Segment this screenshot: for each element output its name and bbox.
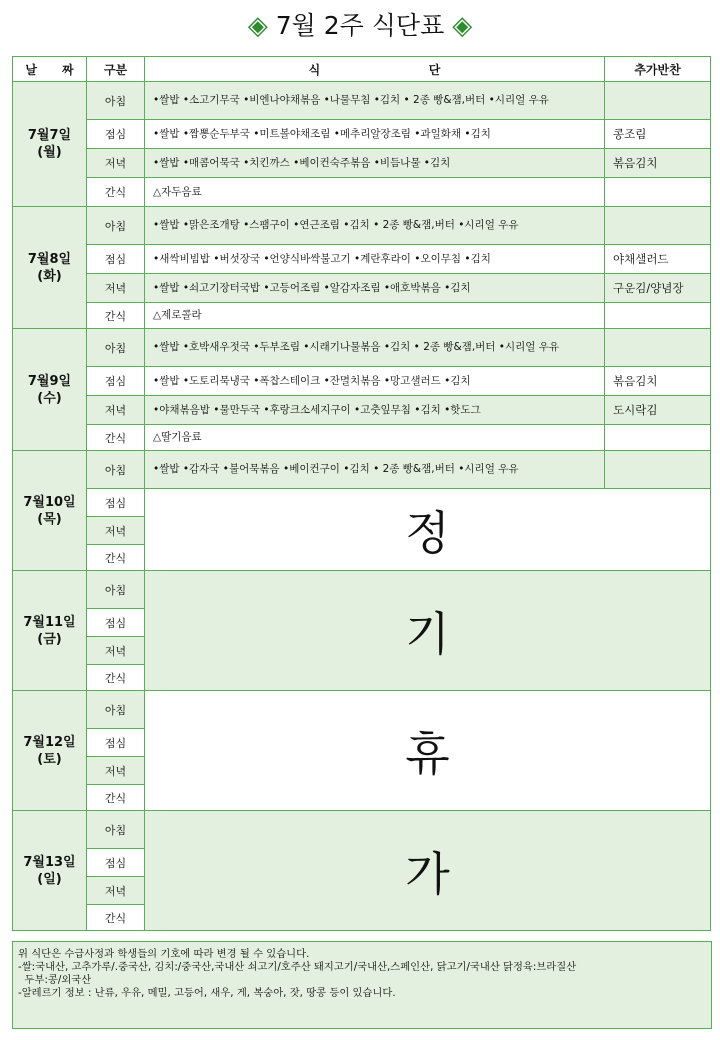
meal-type: 저녁 bbox=[87, 149, 145, 178]
menu-cell: •쌀밥 •도토리묵냉국 •폭찹스테이크 •잔멸치볶음 •망고샐러드 •김치 bbox=[145, 367, 605, 396]
extra-cell: 콩조림 bbox=[605, 120, 711, 149]
extra-cell: 야채샐러드 bbox=[605, 245, 711, 274]
table-row bbox=[13, 367, 711, 396]
table-row bbox=[13, 82, 711, 120]
header-date: 날 짜 bbox=[13, 57, 87, 82]
header-menu: 식 단 bbox=[145, 57, 605, 82]
date-cell: 7월12일 (토) bbox=[13, 691, 87, 811]
date-cell: 7월10일 (목) bbox=[13, 451, 87, 571]
header-extra: 추가반찬 bbox=[605, 57, 711, 82]
date-cell: 7월13일 (일) bbox=[13, 811, 87, 931]
table-row bbox=[13, 178, 711, 207]
date-cell: 7월9일 (수) bbox=[13, 329, 87, 451]
meal-type: 아침 bbox=[87, 451, 145, 489]
menu-table bbox=[12, 56, 711, 931]
footer-notes bbox=[12, 941, 712, 1029]
menu-cell: △제로콜라 bbox=[145, 303, 605, 329]
extra-cell bbox=[605, 425, 711, 451]
meal-type: 저녁 bbox=[87, 396, 145, 425]
menu-cell: •쌀밥 •감자국 •불어묵볶음 •베이컨구이 •김치 • 2종 빵&잼,버터 •시리얼 우유 bbox=[145, 451, 605, 489]
date-cell: 7월7일 (월) bbox=[13, 82, 87, 207]
menu-cell: •쌀밥 •쇠고기장터국밥 •고등어조림 •알감자조림 •애호박볶음 •김치 bbox=[145, 274, 605, 303]
meal-type: 아침 bbox=[87, 811, 145, 849]
meal-type: 간식 bbox=[87, 785, 145, 811]
table-row bbox=[13, 149, 711, 178]
meal-type: 점심 bbox=[87, 367, 145, 396]
meal-type: 아침 bbox=[87, 691, 145, 729]
table-row bbox=[13, 571, 711, 609]
menu-cell: •새싹비빔밥 •버섯장국 •언양식바싹불고기 •계란후라이 •오이무침 •김치 bbox=[145, 245, 605, 274]
table-row bbox=[13, 396, 711, 425]
meal-type: 점심 bbox=[87, 609, 145, 637]
extra-cell bbox=[605, 303, 711, 329]
footer-line: -쌀:국내산, 고추가루/.중국산, 김치:/중국산,국내산 쇠고기/호주산 돼지고기/국내산,스페인산, 닭고기/국내산 닭정육:브라질산 bbox=[18, 961, 577, 973]
meal-type: 점심 bbox=[87, 849, 145, 877]
extra-cell bbox=[605, 178, 711, 207]
table-row bbox=[13, 274, 711, 303]
table-row bbox=[13, 691, 711, 729]
meal-type: 아침 bbox=[87, 571, 145, 609]
meal-type: 점심 bbox=[87, 489, 145, 517]
meal-type: 아침 bbox=[87, 329, 145, 367]
meal-type: 저녁 bbox=[87, 274, 145, 303]
meal-type: 점심 bbox=[87, 729, 145, 757]
table-row bbox=[13, 329, 711, 367]
table-row bbox=[13, 303, 711, 329]
date-cell: 7월11일 (금) bbox=[13, 571, 87, 691]
table-row bbox=[13, 120, 711, 149]
table-row bbox=[13, 451, 711, 489]
meal-type: 저녁 bbox=[87, 757, 145, 785]
meal-type: 간식 bbox=[87, 905, 145, 931]
footer-line: -알레르기 정보 : 난류, 우유, 메밀, 고등어, 새우, 게, 복숭아, 잣, 땅콩 등이 있습니다. bbox=[18, 987, 396, 999]
menu-cell: •쌀밥 •소고기무국 •비엔나야채볶음 •나물무침 •김치 • 2종 빵&잼,버터 •시리얼 우유 bbox=[145, 82, 605, 120]
extra-cell: 볶음김치 bbox=[605, 367, 711, 396]
meal-type: 간식 bbox=[87, 178, 145, 207]
diamond-icon: ◈ bbox=[452, 11, 473, 41]
meal-type: 간식 bbox=[87, 303, 145, 329]
meal-type: 점심 bbox=[87, 120, 145, 149]
meal-type: 저녁 bbox=[87, 637, 145, 665]
meal-type: 간식 bbox=[87, 545, 145, 571]
extra-cell bbox=[605, 451, 711, 489]
extra-cell bbox=[605, 82, 711, 120]
menu-cell: △딸기음료 bbox=[145, 425, 605, 451]
meal-type: 저녁 bbox=[87, 517, 145, 545]
holiday-char: 정 bbox=[145, 489, 711, 571]
table-row bbox=[13, 425, 711, 451]
meal-type: 아침 bbox=[87, 207, 145, 245]
menu-cell: •야채볶음밥 •물만두국 •후랑크소세지구이 •고춧잎무침 •김치 •핫도그 bbox=[145, 396, 605, 425]
menu-cell: •쌀밥 •짬뽕순두부국 •미트볼야채조림 •메추리알장조림 •과일화채 •김치 bbox=[145, 120, 605, 149]
meal-type: 아침 bbox=[87, 82, 145, 120]
menu-cell: •쌀밥 •매콤어묵국 •치킨까스 •베이컨숙주볶음 •비듬나물 •김치 bbox=[145, 149, 605, 178]
holiday-char: 가 bbox=[145, 811, 711, 931]
footer-line: 위 식단은 수급사정과 학생들의 기호에 따라 변경 될 수 있습니다. bbox=[18, 948, 310, 960]
menu-cell: •쌀밥 •호박새우젓국 •두부조림 •시래기나물볶음 •김치 • 2종 빵&잼,버터 •시리얼 우유 bbox=[145, 329, 605, 367]
table-row bbox=[13, 489, 711, 517]
header-type: 구분 bbox=[87, 57, 145, 82]
meal-type: 점심 bbox=[87, 245, 145, 274]
extra-cell bbox=[605, 207, 711, 245]
menu-cell: •쌀밥 •맑은조개탕 •스팸구이 •연근조림 •김치 • 2종 빵&잼,버터 •시리얼 우유 bbox=[145, 207, 605, 245]
table-row bbox=[13, 245, 711, 274]
meal-type: 간식 bbox=[87, 425, 145, 451]
menu-cell: △자두음료 bbox=[145, 178, 605, 207]
header-row bbox=[13, 57, 711, 82]
table-row bbox=[13, 811, 711, 849]
meal-type: 저녁 bbox=[87, 877, 145, 905]
footer-line: 두부:콩/외국산 bbox=[18, 974, 92, 986]
extra-cell bbox=[605, 329, 711, 367]
table-row bbox=[13, 207, 711, 245]
diamond-icon: ◈ bbox=[247, 11, 268, 41]
holiday-char: 휴 bbox=[145, 691, 711, 811]
extra-cell: 구운김/양념장 bbox=[605, 274, 711, 303]
meal-type: 간식 bbox=[87, 665, 145, 691]
page-title bbox=[0, 6, 720, 46]
date-cell: 7월8일 (화) bbox=[13, 207, 87, 329]
extra-cell: 도시락김 bbox=[605, 396, 711, 425]
extra-cell: 볶음김치 bbox=[605, 149, 711, 178]
holiday-char: 기 bbox=[145, 571, 711, 691]
title-text: 7월 2주 식단표 bbox=[275, 11, 445, 40]
